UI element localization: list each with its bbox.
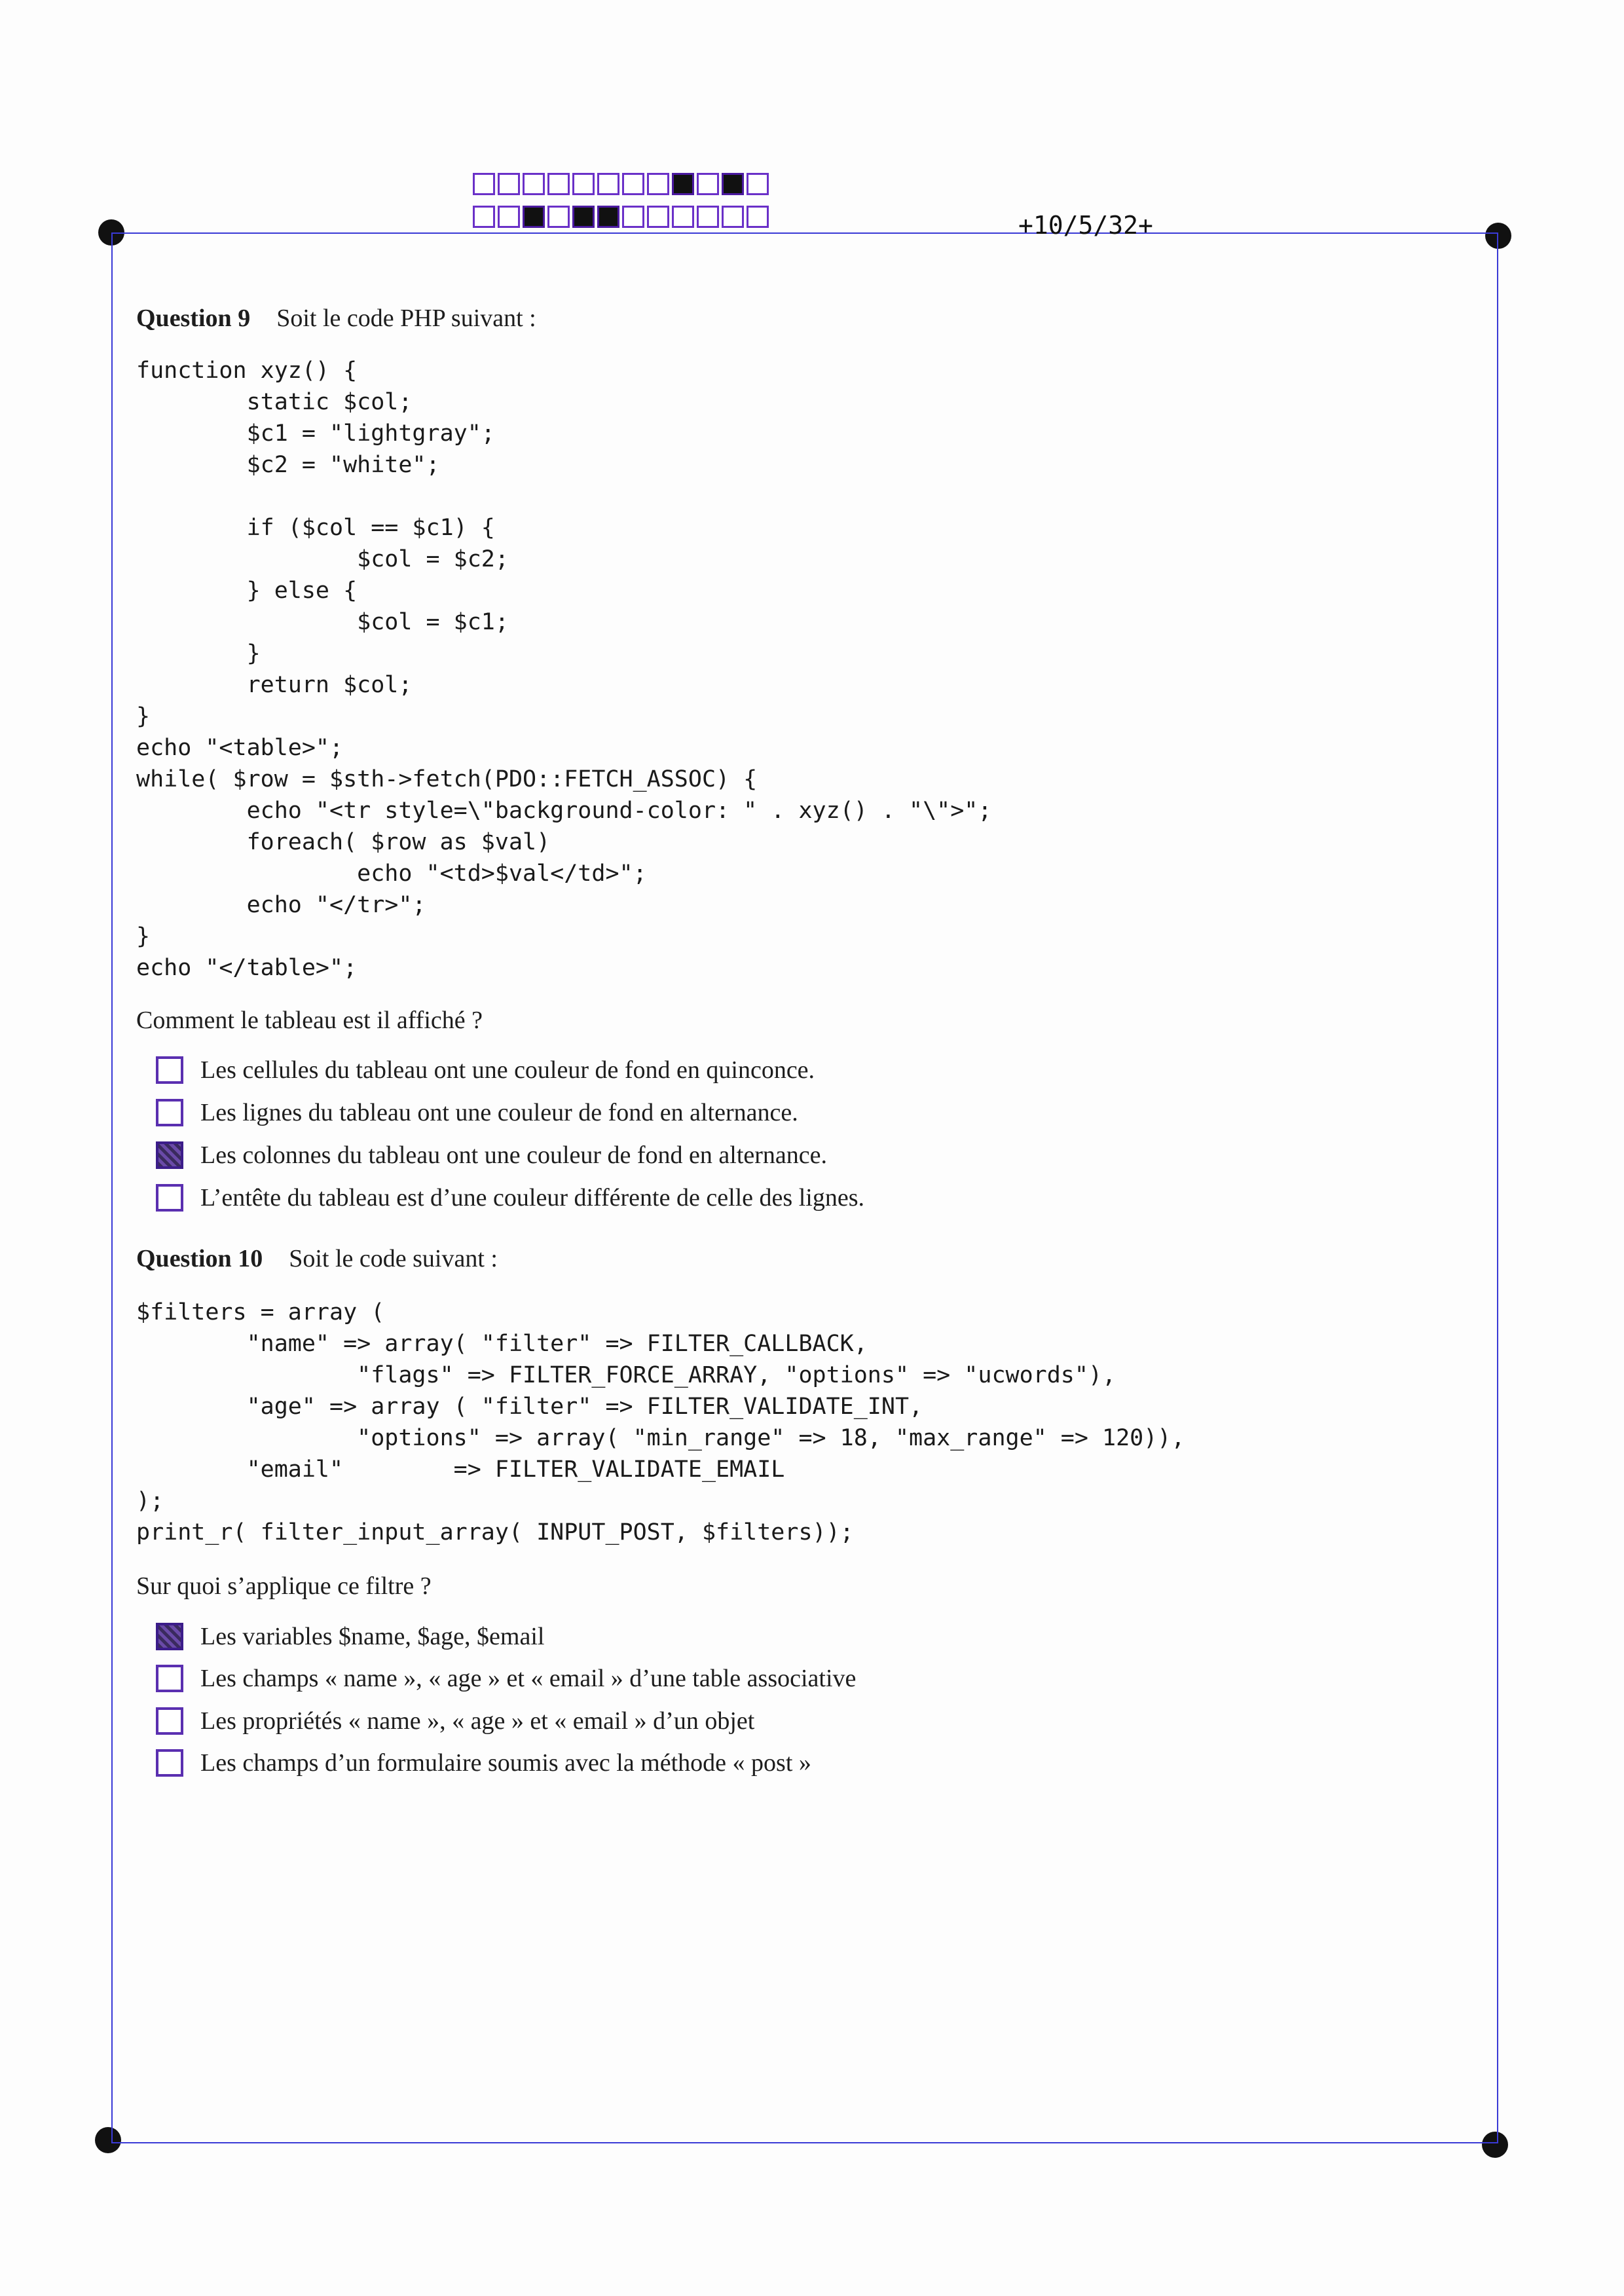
barcode-cell [622,173,644,195]
q10-option-3-checkbox[interactable] [156,1707,183,1735]
barcode-cell [747,173,769,195]
barcode-cell [547,173,570,195]
barcode-cell [498,206,520,228]
q9-option-4-checkbox[interactable] [156,1184,183,1212]
q9-option-2[interactable] [156,1098,798,1127]
q10-option-3-label: Les propriétés « name », « age » et « email » d’un objet [200,1707,755,1735]
barcode-row-2 [473,206,771,228]
barcode-cell [498,173,520,195]
question-label: Question 9 [136,305,251,332]
q10-option-4[interactable] [156,1749,811,1777]
q9-option-3[interactable] [156,1141,827,1170]
barcode-cell [597,206,619,228]
barcode-cell [722,173,744,195]
question-label: Question 10 [136,1245,263,1272]
barcode-cell [572,173,595,195]
barcode-cell [672,206,694,228]
barcode-cell [647,206,669,228]
q9-option-2-label: Les lignes du tableau ont une couleur de fond en alternance. [200,1099,798,1126]
question-intro: Soit le code suivant : [289,1245,498,1272]
barcode-cell [473,173,495,195]
barcode-cell [697,173,719,195]
q9-option-3-label: Les colonnes du tableau ont une couleur de fond en alternance. [200,1141,828,1169]
q10-option-1[interactable] [156,1622,544,1651]
barcode-cell [697,206,719,228]
barcode-cell [722,206,744,228]
q10-option-4-label: Les champs d’un formulaire soumis avec la méthode « post » [200,1749,811,1777]
question-intro: Soit le code PHP suivant : [276,305,536,332]
barcode-cell [622,206,644,228]
q9-option-1-checkbox[interactable] [156,1056,183,1084]
question-9-heading [136,304,536,333]
q9-option-1[interactable] [156,1056,815,1084]
barcode-cell [672,173,694,195]
question-9-prompt: Comment le tableau est il affiché ? [136,1007,483,1034]
q9-option-3-checkbox[interactable] [156,1141,183,1169]
q9-option-2-checkbox[interactable] [156,1099,183,1126]
barcode-cell [547,206,570,228]
barcode-cell [747,206,769,228]
barcode-cell [523,173,545,195]
barcode-cell [647,173,669,195]
q10-option-4-checkbox[interactable] [156,1749,183,1777]
q10-option-2-label: Les champs « name », « age » et « email » d’une table associative [200,1665,857,1692]
barcode-cell [597,173,619,195]
page-id: +10/5/32+ [1018,211,1153,240]
q10-option-2[interactable] [156,1664,856,1693]
question-10-heading [136,1244,498,1273]
barcode-cell [523,206,545,228]
question-10-prompt: Sur quoi s’applique ce filtre ? [136,1572,432,1600]
q9-option-4-label: L’entête du tableau est d’une couleur différente de celle des lignes. [200,1184,864,1212]
barcode-cell [473,206,495,228]
barcode-row-1 [473,173,771,195]
q10-option-1-checkbox[interactable] [156,1623,183,1650]
q10-option-1-label: Les variables $name, $age, $email [200,1623,545,1650]
barcode-cell [572,206,595,228]
q10-option-3[interactable] [156,1707,754,1735]
question-9-code: function xyz() { static $col; $c1 = "lightgray"; $c2 = "white"; if ($col == $c1) { $col = $c2; } else { $col = $c1; } return $col; } echo "<table>"; while( $row = $sth->fetch(PDO::FETCH_ASSOC) { echo "<tr style=\"background-color: " . xyz() . "\">"; foreach( $row as $val) echo "<td>$val</td>"; echo "</tr>"; } echo "</table>"; [136,358,992,981]
q10-option-2-checkbox[interactable] [156,1665,183,1692]
question-10-code: $filters = array ( "name" => array( "filter" => FILTER_CALLBACK, "flags" => FILTER_FORCE_ARRAY, "options" => "ucwords"), "age" => array ( "filter" => FILTER_VALIDATE_INT, "options" => array( "min_range" => 18, "max_range" => 120)), "email" => FILTER_VALIDATE_EMAIL ); print_r( filter_input_array( INPUT_POST, $filters)); [136,1299,1185,1546]
q9-option-4[interactable] [156,1183,864,1212]
q9-option-1-label: Les cellules du tableau ont une couleur de fond en quinconce. [200,1056,815,1084]
